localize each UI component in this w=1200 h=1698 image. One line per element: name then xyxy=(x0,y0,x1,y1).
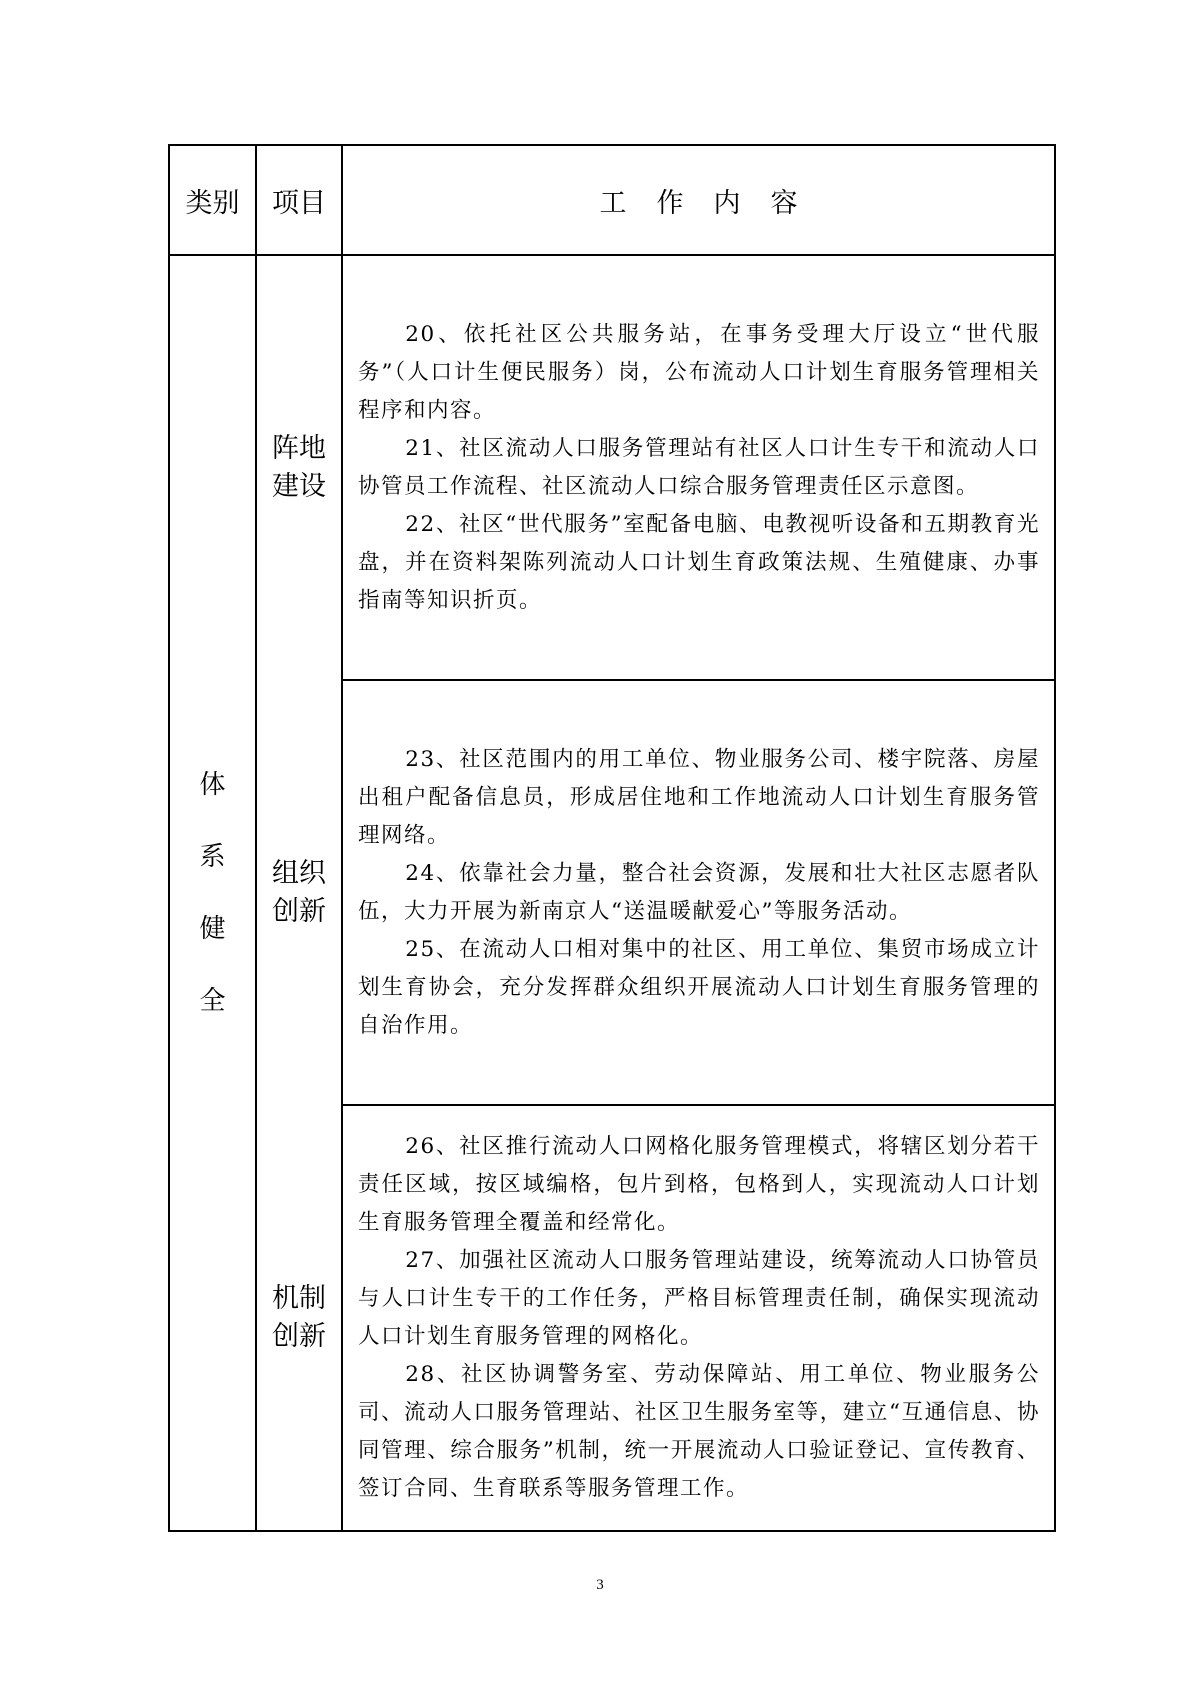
header-item: 项目 xyxy=(272,187,326,219)
page-number: 3 xyxy=(596,1577,604,1593)
item-label-line: 建设 xyxy=(272,470,326,502)
content-paragraph: 28、社区协调警务室、劳动保障站、用工单位、物业服务公司、流动人口服务管理站、社区卫生服务室等，建立“互通信息、协同管理、综合服务”机制，统一开展流动人口验证登记、宣传教育、签订合同、生育联系等服务管理工作。 xyxy=(358,1362,1040,1501)
content-paragraph: 27、加强社区流动人口服务管理站建设，统筹流动人口协管员与人口计生专干的工作任务，严格目标管理责任制，确保实现流动人口计划生育服务管理的网格化。 xyxy=(358,1248,1040,1349)
item-label-line: 机制 xyxy=(272,1283,326,1314)
item-label-line: 阵地 xyxy=(272,432,326,464)
category-cell xyxy=(170,256,255,1530)
header-content: 工作内容 xyxy=(599,187,828,219)
work-content-table xyxy=(168,144,1056,1532)
item-label-line: 创新 xyxy=(272,895,326,927)
content-paragraph: 26、社区推行流动人口网格化服务管理模式，将辖区划分若干责任区域，按区域编格，包片到格，包格到人，实现流动人口计划生育服务管理全覆盖和经常化。 xyxy=(358,1134,1040,1235)
item-label xyxy=(257,1106,341,1530)
item-label xyxy=(257,256,341,679)
content-cell xyxy=(343,256,1054,679)
content-paragraph: 23、社区范围内的用工单位、物业服务公司、楼宇院落、房屋出租户配备信息员，形成居住地和工作地流动人口计划生育服务管理网络。 xyxy=(358,746,1040,848)
content-paragraph: 24、依靠社会力量，整合社会资源，发展和壮大社区志愿者队伍，大力开展为新南京人“送温暖献爱心”等服务活动。 xyxy=(358,860,1040,924)
content-paragraph: 22、社区“世代服务”室配备电脑、电教视听设备和五期教育光盘，并在资料架陈列流动人口计划生育政策法规、生殖健康、办事指南等知识折页。 xyxy=(358,511,1040,613)
content-cell xyxy=(343,681,1054,1104)
content-paragraph: 25、在流动人口相对集中的社区、用工单位、集贸市场成立计划生育协会，充分发挥群众组织开展流动人口计划生育服务管理的自治作用。 xyxy=(358,936,1040,1038)
content-cell xyxy=(343,1106,1054,1530)
content-paragraph: 21、社区流动人口服务管理站有社区人口计生专干和流动人口协管员工作流程、社区流动人口综合服务管理责任区示意图。 xyxy=(358,435,1040,499)
header-category: 类别 xyxy=(185,187,240,219)
category-char: 全 xyxy=(199,986,226,1016)
item-label-line: 组织 xyxy=(272,857,326,889)
category-char: 健 xyxy=(199,914,226,944)
content-paragraph: 20、依托社区公共服务站，在事务受理大厅设立“世代服务”（人口计生便民服务）岗，公布流动人口计划生育服务管理相关程序和内容。 xyxy=(358,321,1040,423)
category-char: 体 xyxy=(199,770,226,800)
item-label-line: 创新 xyxy=(272,1321,326,1352)
item-label xyxy=(257,681,341,1104)
category-char: 系 xyxy=(199,842,226,872)
